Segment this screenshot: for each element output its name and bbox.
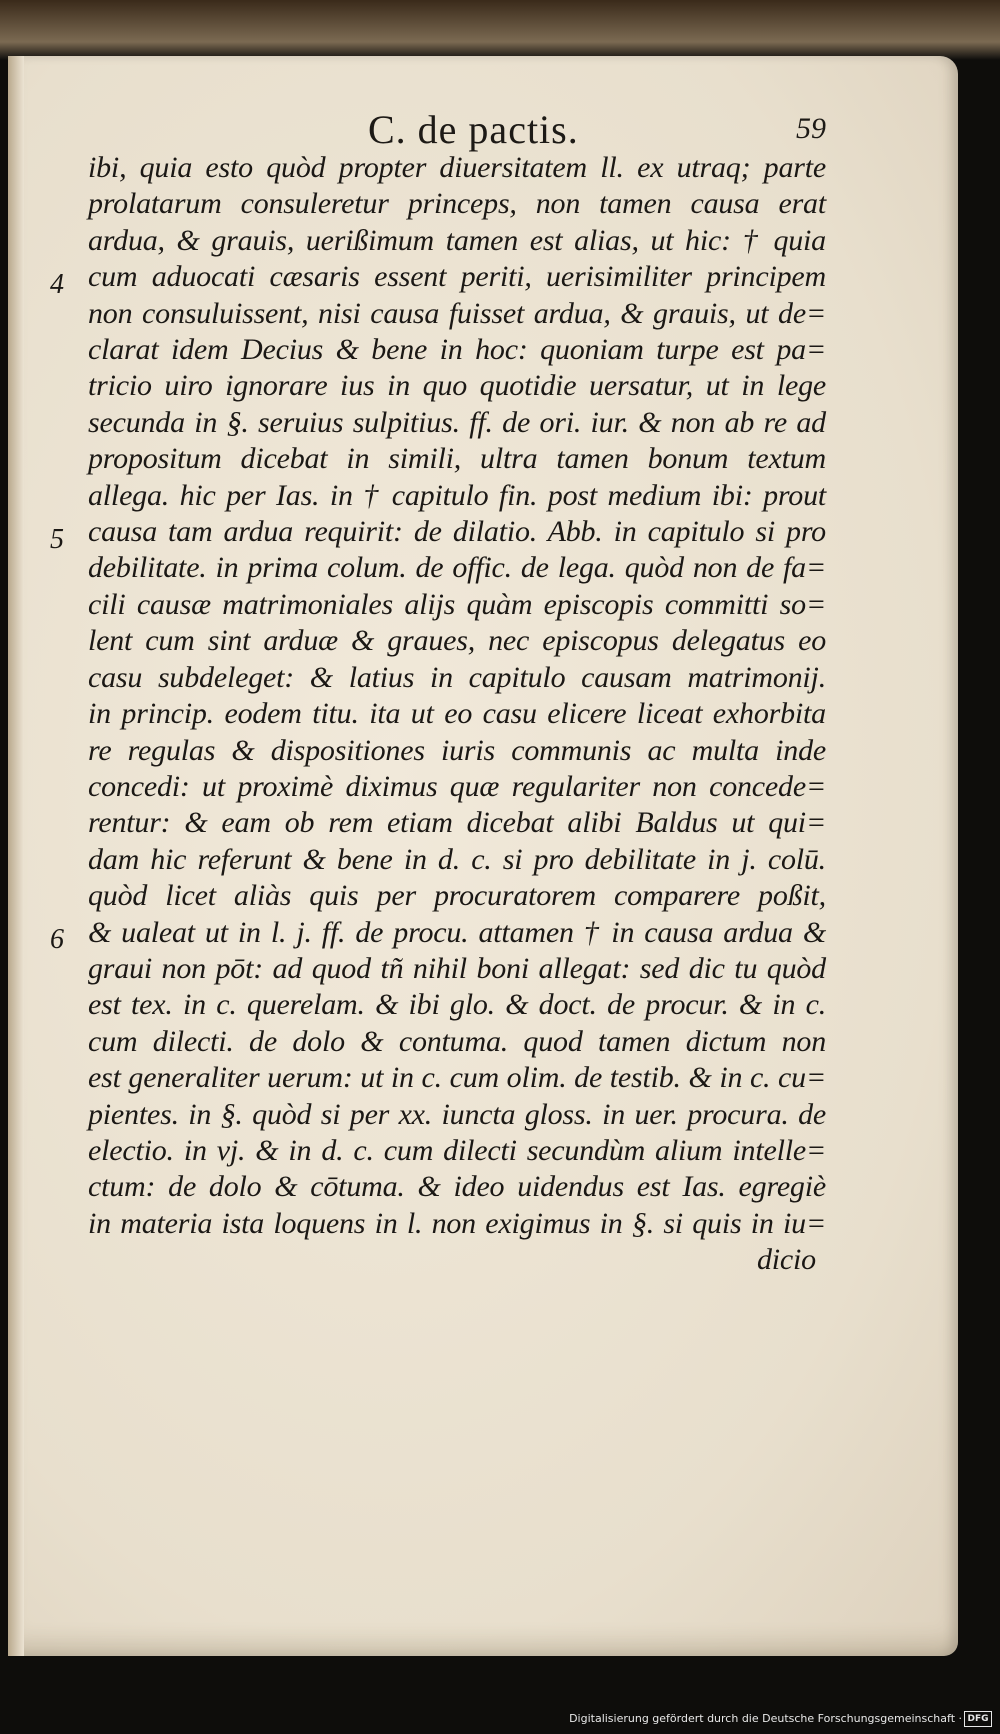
folio-number: 59 xyxy=(796,112,826,145)
book-page xyxy=(8,56,958,1656)
text-line: pientes. in §. quòd si per xx. iuncta gloss. in uer. procura. de xyxy=(88,1097,826,1131)
text-line: concedi: ut proximè diximus quæ regulariter non concede= xyxy=(88,769,826,803)
text-line: propositum dicebat in simili, ultra tamen bonum textum xyxy=(88,442,826,476)
text-line: clarat idem Decius & bene in hoc: quoniam turpe est pa= xyxy=(88,333,826,367)
text-line: quòd licet aliàs quis per procuratorem comparere poßit, xyxy=(88,879,826,913)
text-line: lent cum sint arduæ & graues, nec episcopus delegatus eo xyxy=(88,624,826,658)
text-line: est generaliter uerum: ut in c. cum olim. de testib. & in c. cu= xyxy=(88,1061,826,1095)
running-head-title: C. de pactis. xyxy=(368,107,579,152)
text-line: in princip. eodem titu. ita ut eo casu elicere liceat exhorbita xyxy=(88,697,826,731)
text-line: cum aduocati cæsaris essent periti, uerisimiliter principem xyxy=(88,260,826,294)
text-line: casu subdeleget: & latius in capitulo causam matrimonij. xyxy=(88,660,826,694)
text-line: est tex. in c. querelam. & ibi glo. & doct. de procur. & in c. xyxy=(88,988,826,1022)
text-line: allega. hic per Ias. in † capitulo fin. post medium ibi: prout xyxy=(88,478,826,512)
text-line: rentur: & eam ob rem etiam dicebat alibi Baldus ut qui= xyxy=(88,806,826,840)
text-line: in materia ista loquens in l. non exigimus in §. si quis in iu= xyxy=(88,1206,826,1240)
digitization-credit: Digitalisierung gefördert durch die Deutsche Forschungsgemeinschaft · xyxy=(569,1712,962,1725)
text-line: ardua, & grauis, uerißimum tamen est alias, ut hic: † quia xyxy=(88,223,826,257)
text-line: ctum: de dolo & cōtuma. & ideo uidendus est Ias. egregiè xyxy=(88,1170,826,1204)
text-line: re regulas & dispositiones iuris communis ac multa inde xyxy=(88,733,826,767)
text-line: non consuluissent, nisi causa fuisset ardua, & grauis, ut de= xyxy=(88,296,826,330)
text-line: cili causæ matrimoniales alijs quàm episcopis committi so= xyxy=(88,587,826,621)
text-line: prolatarum consuleretur princeps, non tamen causa erat xyxy=(88,187,826,221)
text-line: debilitate. in prima colum. de offic. de lega. quòd non de fa= xyxy=(88,551,826,585)
text-line: tricio uiro ignorare ius in quo quotidie uersatur, ut in lege xyxy=(88,369,826,403)
text-line: cum dilecti. de dolo & contuma. quod tamen dictum non xyxy=(88,1024,826,1058)
text-line: ibi, quia esto quòd propter diuersitatem ll. ex utraq; parte xyxy=(88,151,826,184)
text-line: graui non pōt: ad quod tñ nihil boni allegat: sed dic tu quòd xyxy=(88,951,826,985)
text-line: secunda in §. seruius sulpitius. ff. de ori. iur. & non ab re ad xyxy=(88,405,826,439)
scan-top-edge xyxy=(0,0,1000,60)
text-line: causa tam ardua requirit: de dilatio. Abb. in capitulo si pro xyxy=(88,515,826,549)
margin-number: 6 xyxy=(50,924,64,955)
margin-number: 5 xyxy=(50,524,64,555)
page-gutter xyxy=(8,56,24,1656)
margin-number: 4 xyxy=(50,269,64,300)
dfg-logo-icon: DFG xyxy=(964,1711,992,1727)
text-line: electio. in vj. & in d. c. cum dilecti secundùm alium intelle= xyxy=(88,1133,826,1167)
text-line: & ualeat ut in l. j. ff. de procu. attamen † in causa ardua & xyxy=(88,915,826,949)
catchword: dicio xyxy=(757,1243,816,1277)
text-line: dam hic referunt & bene in d. c. si pro debilitate in j. colū. xyxy=(88,842,826,876)
body-text xyxy=(88,150,826,1279)
